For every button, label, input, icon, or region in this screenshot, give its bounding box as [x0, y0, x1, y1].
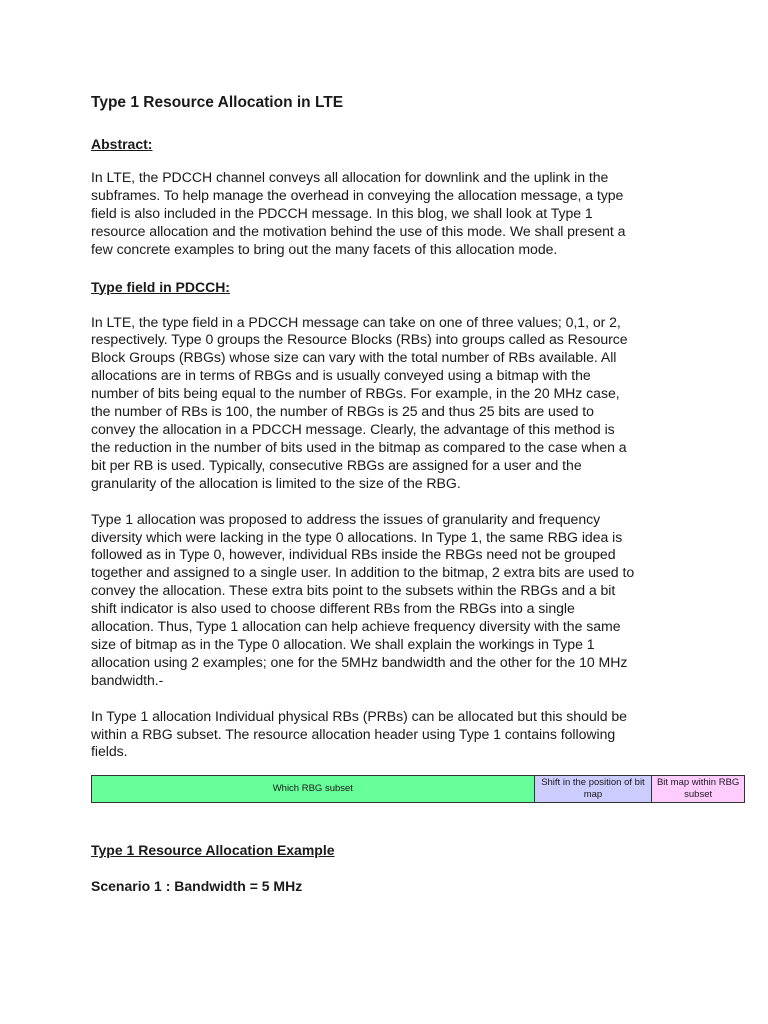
rbg-subset-field: [92, 776, 535, 802]
text-line: Block Groups (RBGs) whose size can vary with the total number of RBs available. All: [91, 349, 617, 366]
abstract-heading: Abstract:: [91, 136, 153, 152]
text-line: field is also included in the PDCCH message. In this blog, we shall look at Type 1: [91, 204, 593, 221]
text-line: few concrete examples to bring out the many facets of this allocation mode.: [91, 240, 558, 257]
text-line: granularity of the allocation is limited to the size of the RBG.: [91, 474, 461, 491]
scenario-heading: Scenario 1 : Bandwidth = 5 MHz: [91, 878, 303, 894]
text-line: In Type 1 allocation Individual physical RBs (PRBs) can be allocated but this should be: [91, 707, 627, 724]
type-field-paragraph: [91, 314, 751, 493]
example-heading: Type 1 Resource Allocation Example: [91, 842, 335, 858]
bitmap-label-line: Bit map within RBG: [656, 777, 740, 788]
text-line: together and assigned to a single user. In addition to the bitmap, 2 extra bits are used to: [91, 564, 635, 581]
text-line: convey the allocation in a PDCCH message. Clearly, the advantage of this method is: [91, 420, 615, 437]
text-line: allocations are in terms of RBGs and is usually conveyed using a bitmap with the: [91, 367, 591, 384]
text-line: convey the allocation. These extra bits point to the subsets within the RBGs and a bit: [91, 582, 616, 599]
text-line: allocation. Thus, Type 1 allocation can help achieve frequency diversity with the same: [91, 618, 621, 635]
text-line: respectively. Type 0 groups the Resource Blocks (RBs) into groups called as Resource: [91, 331, 628, 348]
text-line: bandwidth.-: [91, 671, 164, 688]
text-line: allocation using 2 examples; one for the 5MHz bandwidth and the other for the 10 MHz: [91, 653, 628, 670]
shift-label-line: map: [583, 789, 603, 800]
text-line: subframes. To help manage the overhead in conveying the allocation message, a type: [91, 186, 624, 203]
text-line: bit per RB is used. Typically, consecutive RBGs are assigned for a user and the: [91, 456, 582, 473]
text-line: In LTE, the PDCCH channel conveys all allocation for downlink and the uplink in the: [91, 169, 609, 185]
text-line: number of bits being equal to the number of RBGs. For example, in the 20 MHz case,: [91, 385, 620, 402]
shift-label-line: Shift in the position of bit: [541, 777, 645, 788]
text-line: fields.: [91, 743, 128, 760]
rbg-subset-label: Which RBG subset: [272, 783, 353, 794]
text-line: Type 1 allocation was proposed to address the issues of granularity and frequency: [91, 510, 601, 527]
document-title: Type 1 Resource Allocation in LTE: [91, 94, 344, 111]
text-line: diversity which were lacking in the type 0 allocations. In Type 1, the same RBG idea is: [91, 528, 623, 545]
shift-field: [535, 776, 653, 802]
abstract-paragraph: [91, 169, 751, 259]
text-line: the reduction in the number of bits used in the bitmap as compared to the case when a: [91, 438, 627, 455]
text-line: the number of RBs is 100, the number of RBGs is 25 and thus 25 bits are used to: [91, 403, 594, 420]
text-line: resource allocation and the motivation behind the use of this mode. We shall present a: [91, 222, 626, 239]
type-field-heading: Type field in PDCCH:: [91, 278, 230, 295]
example-section: [91, 840, 751, 896]
resource-allocation-header-table: [91, 775, 745, 803]
text-line: followed as in Type 0, however, individual RBs inside the RBGs need not be grouped: [91, 546, 616, 563]
prb-paragraph: [91, 708, 751, 762]
text-line: within a RBG subset. The resource allocation header using Type 1 contains following: [91, 725, 616, 742]
text-line: shift indicator is also used to choose different RBs from the RBGs into a single: [91, 600, 575, 617]
text-line: In LTE, the type field in a PDCCH message can take on one of three values; 0,1, or 2,: [91, 313, 621, 330]
document-page: [91, 92, 751, 761]
text-line: size of bitmap as in the Type 0 allocation. We shall explain the workings in Type 1: [91, 635, 595, 652]
bitmap-field: [652, 776, 744, 802]
type1-paragraph: [91, 511, 751, 690]
bitmap-label-line: subset: [684, 789, 713, 800]
